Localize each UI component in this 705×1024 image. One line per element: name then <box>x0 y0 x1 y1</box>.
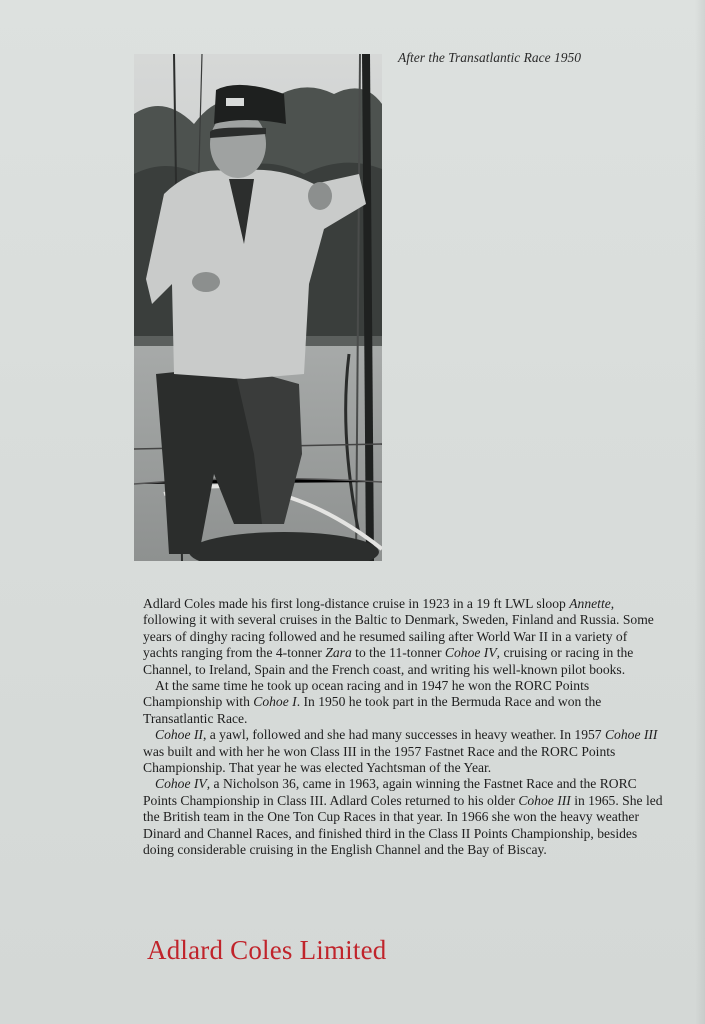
bio-paragraph: Adlard Coles made his first long-distance cruise in 1923 in a 19 ft LWL sloop Annette, following it with several cruises in the Baltic to Denmark, Sweden, Finland and Russia. Some years of dinghy racing followed and he resumed sailing after World War II in a variety of yachts ranging from the 4-tonner Zara to the 11-tonner Cohoe IV, cruising or racing in the Channel, to Ireland, Spain and the French coast, and writing his well-known pilot books. <box>143 596 654 677</box>
page-edge-shadow <box>695 0 705 1024</box>
bio-paragraph: Cohoe IV, a Nicholson 36, came in 1963, again winning the Fastnet Race and the RORC Points Championship in Class III. Adlard Coles returned to his older Cohoe III in 1965. She led the British team in the One Ton Cup Races in that year. In 1966 she won the heavy weather Dinard and Channel Races, and finished third in the Class II Points Championship, besides doing considerable cruising in the English Channel and the Bay of Biscay. <box>143 776 663 858</box>
author-photo <box>134 54 382 561</box>
bio-paragraph: Cohoe II, a yawl, followed and she had many successes in heavy weather. In 1957 Cohoe III was built and with her he won Class III in the 1957 Fastnet Race and the RORC Points Championship. That year he was elected Yachtsman of the Year. <box>143 727 658 776</box>
bio-paragraph: At the same time he took up ocean racing and in 1947 he won the RORC Points Championship with Cohoe I. In 1950 he took part in the Bermuda Race and won the Transatlantic Race. <box>143 678 602 726</box>
author-biography <box>143 596 663 859</box>
photo-caption: After the Transatlantic Race 1950 <box>398 50 581 65</box>
publisher-name: Adlard Coles Limited <box>147 935 387 965</box>
